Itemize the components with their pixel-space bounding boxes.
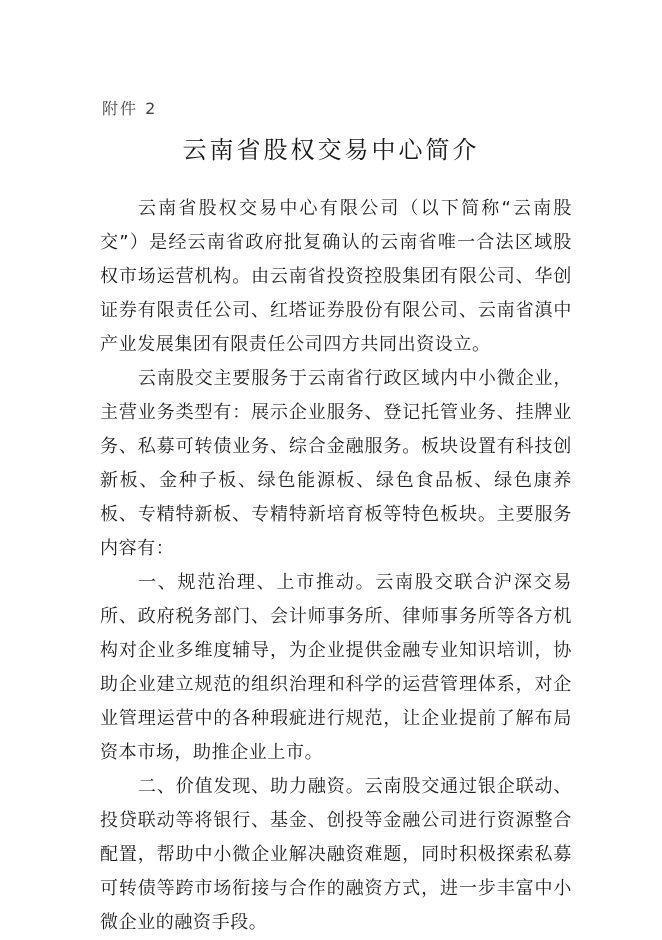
paragraph-intro: 云南省股权交易中心有限公司（以下简称“云南股交”）是经云南省政府批复确认的云南省唯一合法区域股权市场运营机构。由云南省投资控股集团有限公司、华创证券有限责任公司、红塔证券股份有限公司、云南省滇中产业发展集团有限责任公司四方共同出资设立。 xyxy=(100,198,572,355)
paragraph-governance: 一、规范治理、上市推动。云南股交联合沪深交易所、政府税务部门、会计师事务所、律师事务所等各方机构对企业多维度辅导，为企业提供金融专业知识培训，协助企业建立规范的组织治理和科学的运营管理体系，对企业管理运营中的各种瑕疵进行规范，让企业提前了解布局资本市场，助推企业上市。 xyxy=(100,572,572,763)
document-title: 云南省股权交易中心简介 xyxy=(182,136,480,164)
paragraph-financing: 二、价值发现、助力融资。云南股交通过银企联动、投贷联动等将银行、基金、创投等金融公司进行资源整合配置，帮助中小微企业解决融资难题，同时积极探索私募可转债等跨市场衔接与合作的融资方式，进一步丰富中小微企业的融资手段。 xyxy=(100,776,572,933)
attachment-label: 附件 2 xyxy=(102,99,158,118)
paragraph-services: 云南股交主要服务于云南省行政区域内中小微企业，主营业务类型有：展示企业服务、登记托管业务、挂牌业务、私募可转债业务、综合金融服务。板块设置有科技创新板、金种子板、绿色能源板、绿色食品板、绿色康养板、专精特新板、专精特新培育板等特色板块。主要服务内容有： xyxy=(100,368,572,559)
document-body xyxy=(100,192,572,940)
